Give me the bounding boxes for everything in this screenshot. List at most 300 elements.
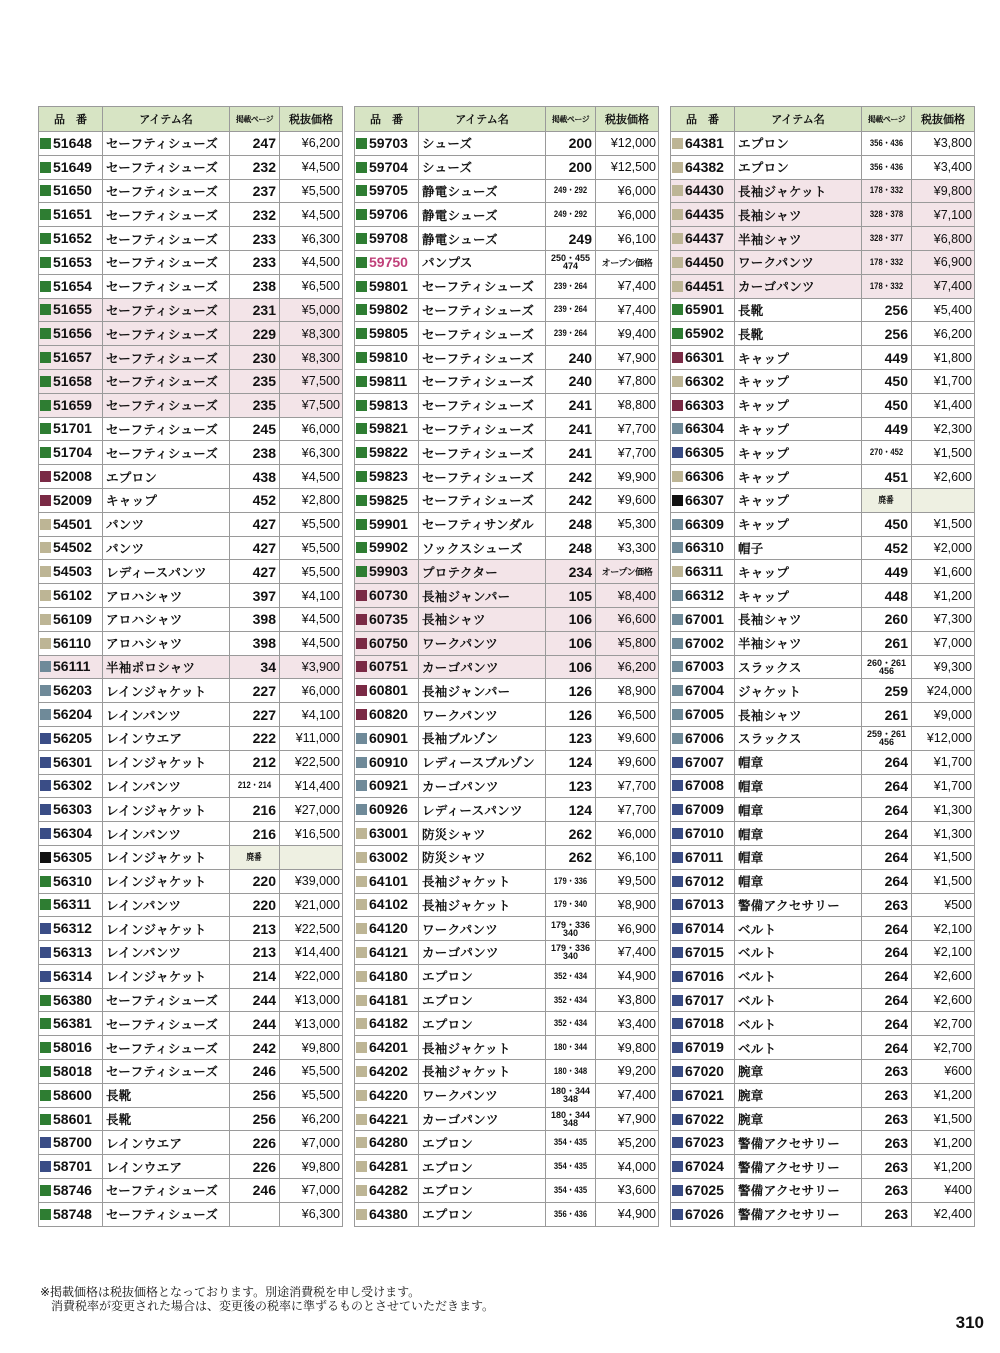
item-name: レインパンツ: [103, 703, 230, 727]
table-row: [39, 465, 343, 489]
color-square-icon: [672, 257, 683, 268]
product-code-cell: [39, 417, 103, 441]
catalog-page-text: 239・264: [553, 328, 588, 339]
product-code: 60730: [369, 587, 408, 604]
catalog-page: 246: [230, 1060, 280, 1084]
price: ¥24,000: [912, 679, 975, 703]
product-code-cell: [39, 1179, 103, 1203]
table-row: [671, 607, 975, 631]
catalog-page: 262: [546, 845, 596, 869]
product-code: 64121: [369, 943, 408, 960]
product-code-cell: [671, 512, 735, 536]
table-row: [355, 679, 659, 703]
table-row: [671, 798, 975, 822]
product-code-cell: [671, 607, 735, 631]
price: ¥2,800: [280, 488, 343, 512]
item-name: 長靴: [735, 298, 862, 322]
product-code-cell: [355, 1202, 419, 1226]
catalog-page: 262: [546, 822, 596, 846]
catalog-page: 105: [546, 584, 596, 608]
product-code-cell: [355, 941, 419, 965]
catalog-page: 256: [230, 1083, 280, 1107]
price: ¥22,000: [280, 964, 343, 988]
catalog-page: 106: [546, 607, 596, 631]
price: ¥1,300: [912, 798, 975, 822]
color-square-icon: [672, 733, 683, 744]
color-square-icon: [672, 923, 683, 934]
color-square-icon: [40, 566, 51, 577]
color-square-icon: [672, 780, 683, 791]
price: ¥2,100: [912, 917, 975, 941]
product-code: 59821: [369, 420, 408, 437]
table-row: [355, 1131, 659, 1155]
product-code: 58601: [53, 1110, 92, 1127]
color-square-icon: [672, 757, 683, 768]
color-square-icon: [356, 162, 367, 173]
color-square-icon: [672, 638, 683, 649]
item-name: エプロン: [419, 1012, 546, 1036]
color-square-icon: [40, 304, 51, 315]
color-square-icon: [356, 447, 367, 458]
color-square-icon: [40, 733, 51, 744]
table-row: [39, 417, 343, 441]
price: ¥9,200: [596, 1060, 659, 1084]
table-row: [355, 488, 659, 512]
product-code-cell: [39, 465, 103, 489]
color-square-icon: [672, 1090, 683, 1101]
product-code-cell: [39, 132, 103, 156]
price: ¥3,400: [912, 155, 975, 179]
catalog-page: 233: [230, 227, 280, 251]
price: ¥7,000: [912, 631, 975, 655]
item-name: レインジャケット: [103, 798, 230, 822]
table-row: [671, 536, 975, 560]
item-name: レインジャケット: [103, 679, 230, 703]
catalog-page: 126: [546, 679, 596, 703]
product-code-cell: [671, 441, 735, 465]
price: ¥7,900: [596, 1107, 659, 1131]
item-name: ベルト: [735, 1012, 862, 1036]
product-code: 66307: [685, 491, 724, 508]
price: ¥3,900: [280, 655, 343, 679]
table-row: [355, 1036, 659, 1060]
price: ¥7,700: [596, 798, 659, 822]
product-code-cell: [671, 250, 735, 274]
table-row: [671, 750, 975, 774]
table-row: [355, 703, 659, 727]
color-square-icon: [40, 257, 51, 268]
item-name: 静電シューズ: [419, 179, 546, 203]
color-square-icon: [672, 447, 683, 458]
product-code: 58748: [53, 1205, 92, 1222]
table-row: [39, 227, 343, 251]
catalog-page: 438: [230, 465, 280, 489]
product-code: 67008: [685, 777, 724, 794]
table-row: [671, 774, 975, 798]
catalog-page: [862, 441, 912, 465]
product-code-cell: [355, 584, 419, 608]
product-code-cell: [671, 988, 735, 1012]
price: ¥1,400: [912, 393, 975, 417]
color-square-icon: [40, 876, 51, 887]
product-code: 66305: [685, 444, 724, 461]
price: ¥6,200: [912, 322, 975, 346]
product-code-cell: [355, 988, 419, 1012]
product-code-cell: [671, 679, 735, 703]
item-name: 帽章: [735, 845, 862, 869]
product-code-cell: [355, 917, 419, 941]
product-code: 67017: [685, 991, 724, 1008]
item-name: 長袖ブルゾン: [419, 726, 546, 750]
table-row: [671, 1155, 975, 1179]
color-square-icon: [672, 162, 683, 173]
table-row: [355, 227, 659, 251]
item-name: エプロン: [735, 132, 862, 156]
table-row: [355, 750, 659, 774]
product-code-cell: [39, 869, 103, 893]
item-name: 帽章: [735, 798, 862, 822]
product-code-cell: [671, 774, 735, 798]
color-square-icon: [356, 1090, 367, 1101]
table-row: [39, 155, 343, 179]
product-code-cell: [39, 227, 103, 251]
price: ¥6,300: [280, 441, 343, 465]
table-row: [355, 322, 659, 346]
color-square-icon: [356, 471, 367, 482]
product-table: [354, 106, 659, 1227]
catalog-page: 248: [546, 536, 596, 560]
table-row: [39, 1131, 343, 1155]
color-square-icon: [672, 138, 683, 149]
item-name: キャップ: [103, 488, 230, 512]
catalog-page: [546, 1155, 596, 1179]
product-code: 52009: [53, 491, 92, 508]
table-row: [39, 274, 343, 298]
price: ¥8,400: [596, 584, 659, 608]
catalog-page: 250・455 474: [546, 250, 596, 274]
price: ¥6,100: [596, 845, 659, 869]
color-square-icon: [40, 423, 51, 434]
color-square-icon: [356, 185, 367, 196]
color-square-icon: [40, 376, 51, 387]
catalog-page-text: 270・452: [869, 447, 904, 458]
color-square-icon: [40, 138, 51, 149]
product-code: 56109: [53, 610, 92, 627]
item-name: アロハシャツ: [103, 584, 230, 608]
product-code: 51704: [53, 444, 92, 461]
catalog-page-text: 356・436: [553, 1208, 588, 1219]
product-code: 56204: [53, 706, 92, 723]
item-name: 防災シャツ: [419, 845, 546, 869]
product-code: 56111: [53, 658, 91, 675]
product-code: 66303: [685, 396, 724, 413]
product-code: 56305: [53, 848, 92, 865]
price: ¥7,700: [596, 774, 659, 798]
price: ¥7,700: [596, 417, 659, 441]
product-code-cell: [39, 750, 103, 774]
catalog-page-text: 239・264: [553, 304, 588, 315]
product-code-cell: [671, 322, 735, 346]
product-code: 67002: [685, 634, 724, 651]
price: ¥5,800: [596, 631, 659, 655]
color-square-icon: [356, 757, 367, 768]
table-row: [671, 631, 975, 655]
item-name: レインパンツ: [103, 822, 230, 846]
table-row: [355, 250, 659, 274]
price: ¥5,400: [912, 298, 975, 322]
product-code-cell: [671, 893, 735, 917]
header-name: アイテム名: [103, 107, 230, 132]
color-square-icon: [40, 281, 51, 292]
catalog-page: 264: [862, 750, 912, 774]
footnote-line-1: ※掲載価格は税抜価格となっております。別途消費税を申し受けます。: [40, 1285, 421, 1299]
product-code: 54501: [53, 515, 92, 532]
price: ¥5,000: [280, 298, 343, 322]
product-code-cell: [355, 274, 419, 298]
color-square-icon: [356, 1018, 367, 1029]
item-name: カーゴパンツ: [735, 274, 862, 298]
product-code-cell: [39, 655, 103, 679]
table-row: [39, 750, 343, 774]
color-square-icon: [356, 352, 367, 363]
product-code-cell: [671, 1131, 735, 1155]
product-code-cell: [355, 1060, 419, 1084]
color-square-icon: [40, 519, 51, 530]
catalog-page: 452: [862, 536, 912, 560]
price: ¥7,400: [596, 274, 659, 298]
catalog-page: 264: [862, 845, 912, 869]
catalog-page: 398: [230, 631, 280, 655]
color-square-icon: [356, 590, 367, 601]
color-square-icon: [672, 233, 683, 244]
table-row: [671, 250, 975, 274]
catalog-page-text: 328・377: [869, 233, 904, 244]
catalog-page: 449: [862, 417, 912, 441]
product-code-cell: [39, 941, 103, 965]
product-code-cell: [39, 560, 103, 584]
color-square-icon: [356, 780, 367, 791]
price: ¥1,500: [912, 441, 975, 465]
product-code-cell: [39, 1107, 103, 1131]
product-code-cell: [671, 941, 735, 965]
product-code-cell: [355, 250, 419, 274]
table-row: [355, 917, 659, 941]
product-code-cell: [355, 417, 419, 441]
item-name: 帽章: [735, 869, 862, 893]
color-square-icon: [40, 780, 51, 791]
product-code-cell: [39, 1060, 103, 1084]
catalog-page: 34: [230, 655, 280, 679]
catalog-page-text: 179・340: [553, 899, 588, 910]
product-code: 64102: [369, 896, 408, 913]
product-code-cell: [39, 631, 103, 655]
color-square-icon: [356, 709, 367, 720]
price: ¥5,500: [280, 179, 343, 203]
table-row: [671, 1107, 975, 1131]
color-square-icon: [672, 423, 683, 434]
product-code: 64180: [369, 967, 408, 984]
product-code: 66312: [685, 587, 724, 604]
price: ¥5,500: [280, 560, 343, 584]
page-number: 310: [955, 1313, 984, 1332]
product-code: 51657: [53, 349, 92, 366]
color-square-icon: [40, 352, 51, 363]
table-row: [671, 1202, 975, 1226]
color-square-icon: [40, 1137, 51, 1148]
price: ¥4,900: [596, 1202, 659, 1226]
color-square-icon: [40, 1018, 51, 1029]
product-code: 67026: [685, 1205, 724, 1222]
product-code: 66304: [685, 420, 724, 437]
color-square-icon: [672, 471, 683, 482]
table-row: [39, 774, 343, 798]
table-row: [355, 584, 659, 608]
catalog-page: [546, 1179, 596, 1203]
item-name: レディースパンツ: [419, 798, 546, 822]
color-square-icon: [672, 400, 683, 411]
catalog-page: 263: [862, 893, 912, 917]
catalog-page-text: 352・434: [553, 970, 588, 981]
product-code-cell: [355, 488, 419, 512]
product-code: 56110: [53, 634, 92, 651]
product-code-cell: [671, 1202, 735, 1226]
price: ¥9,600: [596, 726, 659, 750]
price: ¥9,800: [280, 1155, 343, 1179]
table-row: [39, 1083, 343, 1107]
catalog-page-text: 179・336: [553, 875, 588, 886]
catalog-page: 226: [230, 1131, 280, 1155]
catalog-page: 263: [862, 1179, 912, 1203]
product-code-cell: [671, 227, 735, 251]
catalog-page: 263: [862, 1107, 912, 1131]
price: ¥7,400: [596, 298, 659, 322]
table-row: [39, 845, 343, 869]
product-code-cell: [671, 750, 735, 774]
color-square-icon: [40, 995, 51, 1006]
catalog-page-text: 354・435: [553, 1137, 588, 1148]
catalog-page-text: 180・348: [553, 1065, 588, 1076]
table-row: [671, 274, 975, 298]
item-name: エプロン: [419, 964, 546, 988]
price: ¥4,500: [280, 607, 343, 631]
color-square-icon: [356, 1185, 367, 1196]
product-code-cell: [39, 703, 103, 727]
price: オープン価格: [596, 560, 659, 584]
table-row: [355, 132, 659, 156]
catalog-page: [546, 1060, 596, 1084]
catalog-page: [862, 132, 912, 156]
price: ¥7,400: [596, 1083, 659, 1107]
item-name: エプロン: [419, 1131, 546, 1155]
price: ¥12,500: [596, 155, 659, 179]
product-code: 56381: [53, 1015, 92, 1032]
product-code: 64181: [369, 991, 408, 1008]
item-name: レインパンツ: [103, 774, 230, 798]
product-code: 59802: [369, 301, 408, 318]
product-code: 64221: [369, 1110, 408, 1127]
color-square-icon: [672, 209, 683, 220]
product-code: 56302: [53, 777, 92, 794]
table-row: [671, 369, 975, 393]
color-square-icon: [672, 1114, 683, 1125]
catalog-page: [546, 893, 596, 917]
item-name: 腕章: [735, 1060, 862, 1084]
price: ¥1,800: [912, 346, 975, 370]
product-code: 64437: [685, 230, 724, 247]
price: ¥2,700: [912, 1036, 975, 1060]
product-code-cell: [355, 798, 419, 822]
product-code-cell: [355, 964, 419, 988]
product-code: 59703: [369, 134, 408, 151]
table-row: [39, 964, 343, 988]
item-name: キャップ: [735, 488, 862, 512]
price: オープン価格: [596, 250, 659, 274]
catalog-page: 216: [230, 798, 280, 822]
header-page: 掲載ページ: [546, 107, 596, 132]
color-square-icon: [356, 423, 367, 434]
product-code-cell: [355, 1179, 419, 1203]
table-row: [355, 1179, 659, 1203]
price: ¥12,000: [912, 726, 975, 750]
price: ¥6,500: [596, 703, 659, 727]
catalog-page: 259・261 456: [862, 726, 912, 750]
item-name: エプロン: [103, 465, 230, 489]
table-row: [355, 869, 659, 893]
catalog-page: 263: [862, 1083, 912, 1107]
product-code: 64435: [685, 206, 724, 223]
product-code: 64101: [369, 872, 408, 889]
product-code: 60735: [369, 610, 408, 627]
color-square-icon: [40, 828, 51, 839]
table-row: [355, 607, 659, 631]
catalog-page: 427: [230, 536, 280, 560]
color-square-icon: [40, 162, 51, 173]
product-code: 58018: [53, 1062, 92, 1079]
item-name: 長袖ジャケット: [735, 179, 862, 203]
item-name: セーフティシューズ: [103, 1179, 230, 1203]
product-code: 67013: [685, 896, 724, 913]
color-square-icon: [672, 376, 683, 387]
catalog-page: 261: [862, 631, 912, 655]
item-name: 腕章: [735, 1107, 862, 1131]
table-row: [355, 726, 659, 750]
table-row: [671, 1083, 975, 1107]
color-square-icon: [356, 804, 367, 815]
catalog-page: 264: [862, 798, 912, 822]
product-code: 64450: [685, 253, 724, 270]
catalog-page: 450: [862, 393, 912, 417]
color-square-icon: [672, 876, 683, 887]
product-code-cell: [39, 774, 103, 798]
catalog-page: 238: [230, 441, 280, 465]
table-row: [355, 1083, 659, 1107]
item-name: セーフティシューズ: [103, 988, 230, 1012]
color-square-icon: [672, 542, 683, 553]
item-name: セーフティシューズ: [419, 393, 546, 417]
product-code-cell: [355, 869, 419, 893]
price: ¥6,200: [596, 655, 659, 679]
product-code: 52008: [53, 468, 92, 485]
product-code: 64202: [369, 1062, 408, 1079]
item-name: キャップ: [735, 465, 862, 489]
price: ¥8,900: [596, 893, 659, 917]
catalog-page: 448: [862, 584, 912, 608]
table-row: [39, 893, 343, 917]
table-row: [671, 941, 975, 965]
product-code: 51652: [53, 230, 92, 247]
price: ¥6,300: [280, 1202, 343, 1226]
price: ¥5,500: [280, 512, 343, 536]
